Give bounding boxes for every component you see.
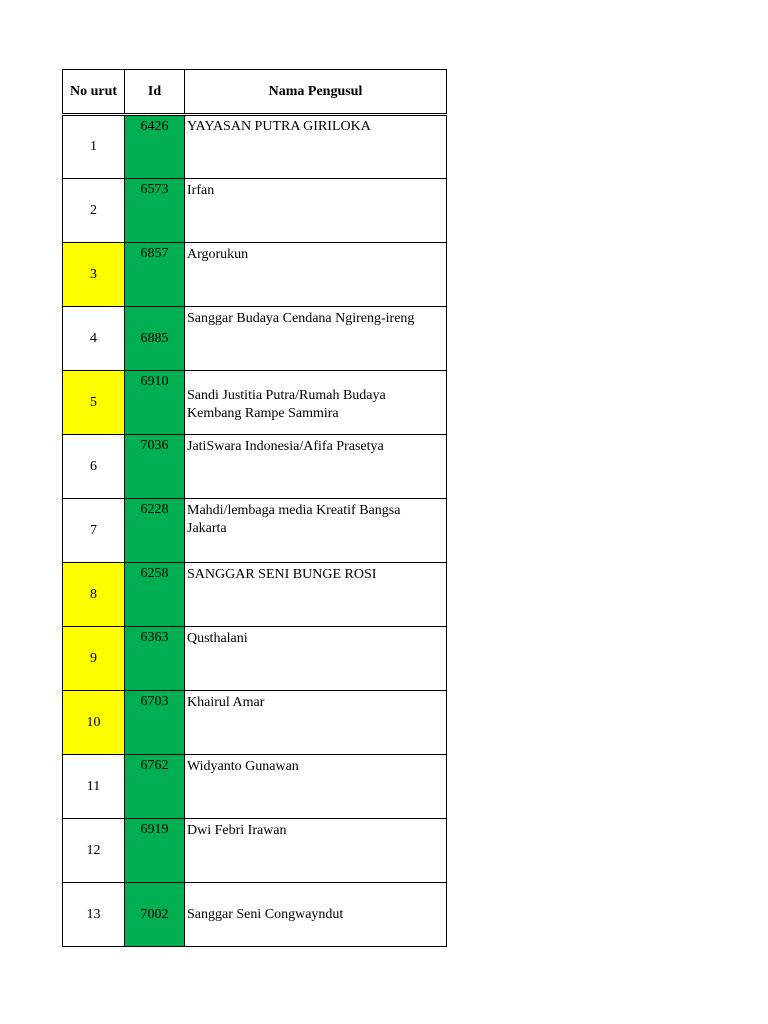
row-name: Sandi Justitia Putra/Rumah Budaya Kembang Rampe Sammira [185,371,447,435]
row-id: 6857 [125,243,185,307]
row-no: 5 [63,371,125,435]
row-name: Dwi Febri Irawan [185,819,447,883]
row-id: 7036 [125,435,185,499]
table-row [63,563,447,627]
row-id: 7002 [125,883,185,947]
row-no: 12 [63,819,125,883]
row-name: Qusthalani [185,627,447,691]
row-id: 6885 [125,307,185,371]
row-id: 6426 [125,115,185,179]
table-row [63,179,447,243]
proposer-table [62,69,447,947]
row-name: Mahdi/lembaga media Kreatif Bangsa Jakarta [185,499,447,563]
table-row [63,307,447,371]
row-name: Sanggar Budaya Cendana Ngireng-ireng [185,307,447,371]
table-row [63,115,447,179]
row-no: 10 [63,691,125,755]
row-name: SANGGAR SENI BUNGE ROSI [185,563,447,627]
row-no: 7 [63,499,125,563]
row-no: 8 [63,563,125,627]
row-no: 1 [63,115,125,179]
row-id: 6762 [125,755,185,819]
header-no-urut: No urut [63,70,125,115]
row-no: 13 [63,883,125,947]
row-id: 6703 [125,691,185,755]
row-no: 11 [63,755,125,819]
row-id: 6258 [125,563,185,627]
row-id: 6573 [125,179,185,243]
row-no: 4 [63,307,125,371]
header-id: Id [125,70,185,115]
table-row [63,435,447,499]
row-name: Sanggar Seni Congwayndut [185,883,447,947]
row-no: 9 [63,627,125,691]
row-id: 6910 [125,371,185,435]
table-row [63,883,447,947]
row-id: 6919 [125,819,185,883]
table-row [63,371,447,435]
table-row [63,499,447,563]
table-row [63,243,447,307]
row-name: YAYASAN PUTRA GIRILOKA [185,115,447,179]
row-no: 6 [63,435,125,499]
row-name: Irfan [185,179,447,243]
row-no: 3 [63,243,125,307]
table-row [63,755,447,819]
row-id: 6228 [125,499,185,563]
header-nama-pengusul: Nama Pengusul [185,70,447,115]
table-row [63,627,447,691]
table-row [63,691,447,755]
row-name: JatiSwara Indonesia/Afifa Prasetya [185,435,447,499]
row-no: 2 [63,179,125,243]
row-name: Widyanto Gunawan [185,755,447,819]
row-name: Argorukun [185,243,447,307]
header-row [63,70,447,115]
row-id: 6363 [125,627,185,691]
table-row [63,819,447,883]
row-name: Khairul Amar [185,691,447,755]
